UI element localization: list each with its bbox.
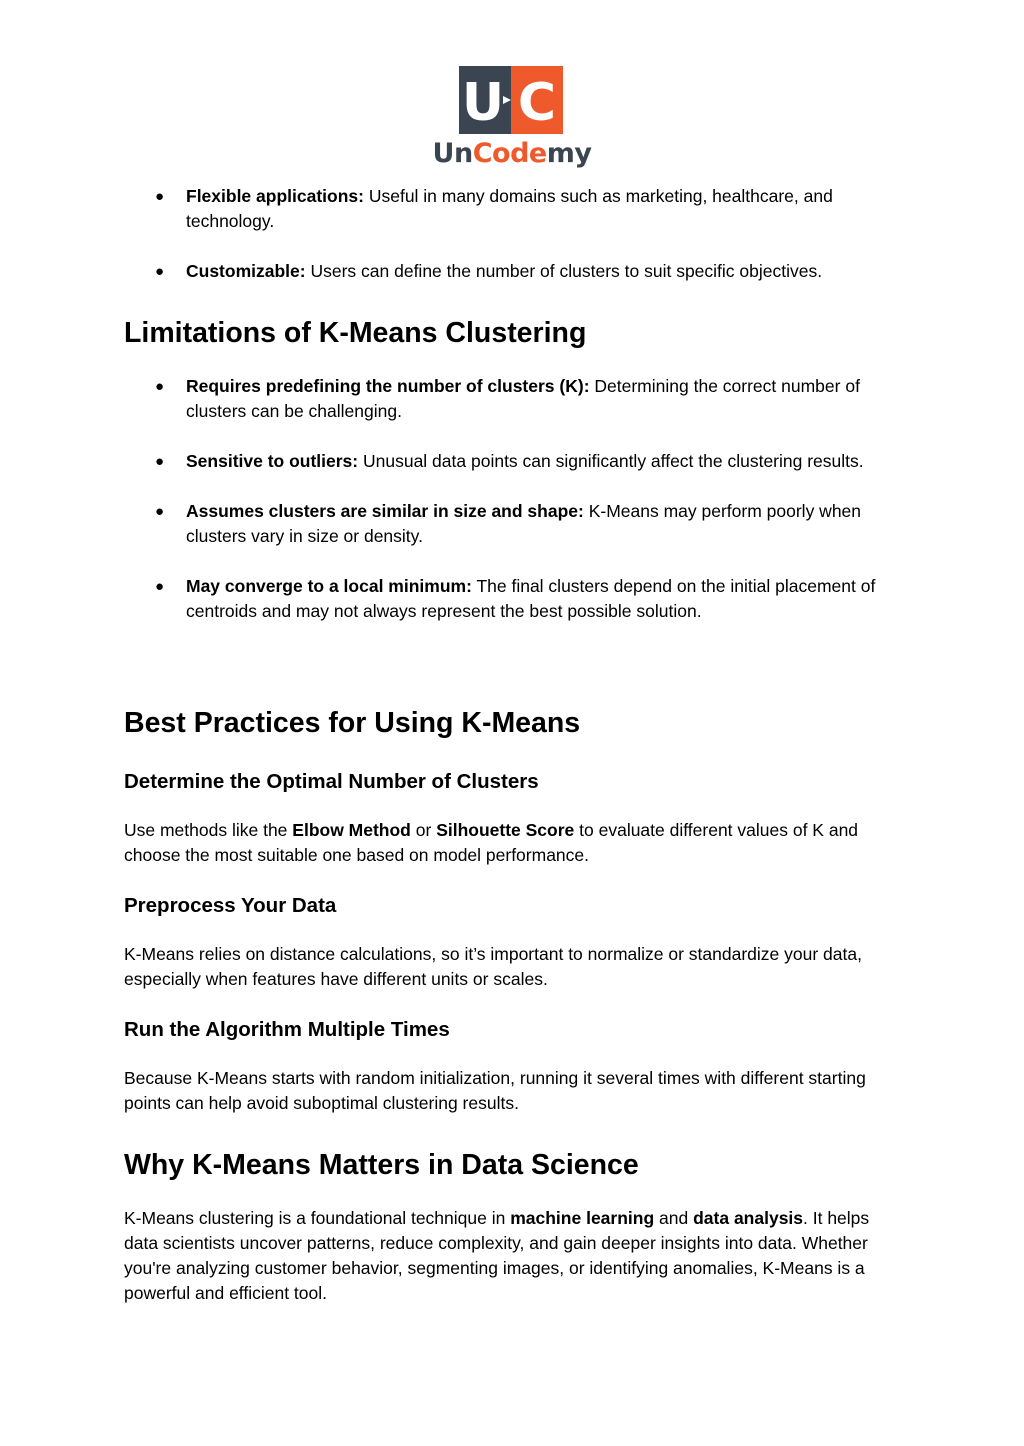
uncodemy-logo bbox=[427, 66, 597, 174]
logo-wordmark: UnCodemy bbox=[432, 138, 592, 169]
preprocess-paragraph: K-Means relies on distance calculations, so it’s important to normalize or standardize your data, especially when features have different units or scales. bbox=[124, 944, 862, 989]
multiple-runs-paragraph: Because K-Means starts with random initialization, running it several times with different starting points can help avoid suboptimal clustering results. bbox=[124, 1068, 866, 1113]
limitations-heading: Limitations of K-Means Clustering bbox=[124, 317, 587, 349]
why-paragraph: K-Means clustering is a foundational technique in machine learning and data analysis. It helps data scientists uncover patterns, reduce complexity, and gain deeper insights into data. Whether you're analyzing customer behavior, segmenting images, or identifying anomalies, K-Means is a powerful and efficient tool. bbox=[124, 1208, 870, 1303]
list-item: ● Sensitive to outliers: Unusual data points can significantly affect the clustering results. bbox=[124, 449, 904, 474]
bullet-icon: ● bbox=[155, 263, 165, 280]
list-item: ● Assumes clusters are similar in size and shape: K-Means may perform poorly when clusters vary in size or density. bbox=[155, 501, 862, 546]
logo-mark-c: C bbox=[517, 73, 557, 133]
bullet-icon: ● bbox=[155, 503, 165, 520]
limitations-list bbox=[124, 374, 904, 649]
advantages-list bbox=[124, 184, 904, 309]
list-item: ● May converge to a local minimum: The final clusters depend on the initial placement of centroids and may not always represent the best possible solution. bbox=[155, 576, 876, 621]
list-item: ● Requires predefining the number of clusters (K): Determining the correct number of clusters can be challenging. bbox=[155, 376, 860, 421]
optimal-clusters-heading: Determine the Optimal Number of Clusters bbox=[124, 770, 539, 793]
preprocess-heading: Preprocess Your Data bbox=[124, 894, 337, 917]
bullet-icon: ● bbox=[155, 453, 165, 470]
logo-mark-u: U bbox=[461, 73, 505, 133]
bullet-icon: ● bbox=[155, 378, 165, 395]
bullet-icon: ● bbox=[155, 578, 165, 595]
multiple-runs-heading: Run the Algorithm Multiple Times bbox=[124, 1018, 450, 1041]
bullet-icon: ● bbox=[155, 188, 165, 205]
list-item: ● Flexible applications: Useful in many domains such as marketing, healthcare, and technology. bbox=[155, 186, 833, 231]
uc-logo-icon bbox=[459, 66, 563, 134]
best-practices-heading: Best Practices for Using K-Means bbox=[124, 707, 581, 739]
list-item: ● Customizable: Users can define the number of clusters to suit specific objectives. bbox=[124, 259, 904, 284]
optimal-clusters-paragraph: Use methods like the Elbow Method or Silhouette Score to evaluate different values of K and choose the most suitable one based on model performance. bbox=[124, 820, 859, 865]
why-heading: Why K-Means Matters in Data Science bbox=[124, 1149, 639, 1181]
